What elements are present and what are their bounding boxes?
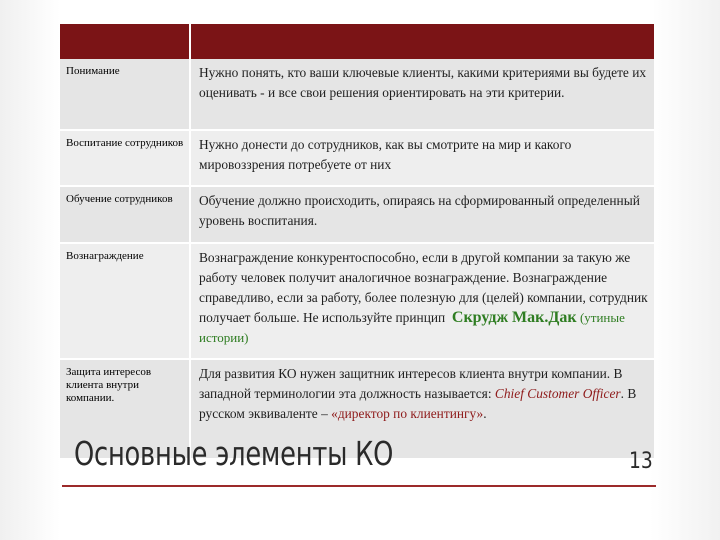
row-text: Нужно донести до сотрудников, как вы смотрите на мир и какого мировоззрения потребуете от них (190, 130, 654, 186)
row-text-c: . (483, 406, 487, 421)
page-number: 13 (629, 449, 653, 474)
background-right-shade (650, 0, 720, 540)
row-label: Воспитание сотрудников (60, 130, 190, 186)
row-text-main: Вознаграждение конкурентоспособно, если в другой компании за такую же работу человек получит аналогичное вознаграждение. Вознаграждение справедливо, если за работу, более полезную для (целей) компании, сотрудник получает больше. Не используйте принцип (199, 250, 648, 325)
elements-table (60, 0, 654, 460)
table-header-row (60, 23, 654, 59)
row-text-a: Для развития КО нужен защитник интересов клиента внутри компании. В западной терминологии эта должность называется: (199, 366, 623, 401)
row-text: Обучение должно происходить, опираясь на сформированный определенный уровень воспитания. (190, 186, 654, 243)
table-row (60, 243, 654, 359)
table-row (60, 186, 654, 243)
highlight-name: Скрудж Мак.Дак (451, 309, 577, 326)
footer-rule (62, 485, 656, 487)
table-top-spacer (60, 0, 654, 23)
row-label: Понимание (60, 59, 190, 130)
table-row (60, 130, 654, 186)
highlight-note: (утиные истории) (199, 310, 625, 345)
row-text: Нужно понять, кто ваши ключевые клиенты, какими критериями вы будете их оценивать - и все свои решения ориентировать на эти критерии. (190, 59, 654, 130)
table-row (60, 59, 654, 130)
background-left-shade (0, 0, 60, 540)
row-label: Обучение сотрудников (60, 186, 190, 243)
row-label: Защита интересов клиента внутри компании. (60, 359, 190, 459)
row-label: Вознаграждение (60, 243, 190, 359)
row-text-b: . В русском эквиваленте – (199, 386, 637, 421)
term-chief-customer-officer: Chief Customer Officer (494, 386, 621, 401)
table-header-cell-2 (190, 23, 654, 59)
table-header-cell-1 (60, 23, 190, 59)
row-text (190, 243, 654, 359)
term-director-quote: «директор по клиентингу» (331, 406, 484, 421)
slide-title: Основные элементы КО (74, 434, 394, 473)
